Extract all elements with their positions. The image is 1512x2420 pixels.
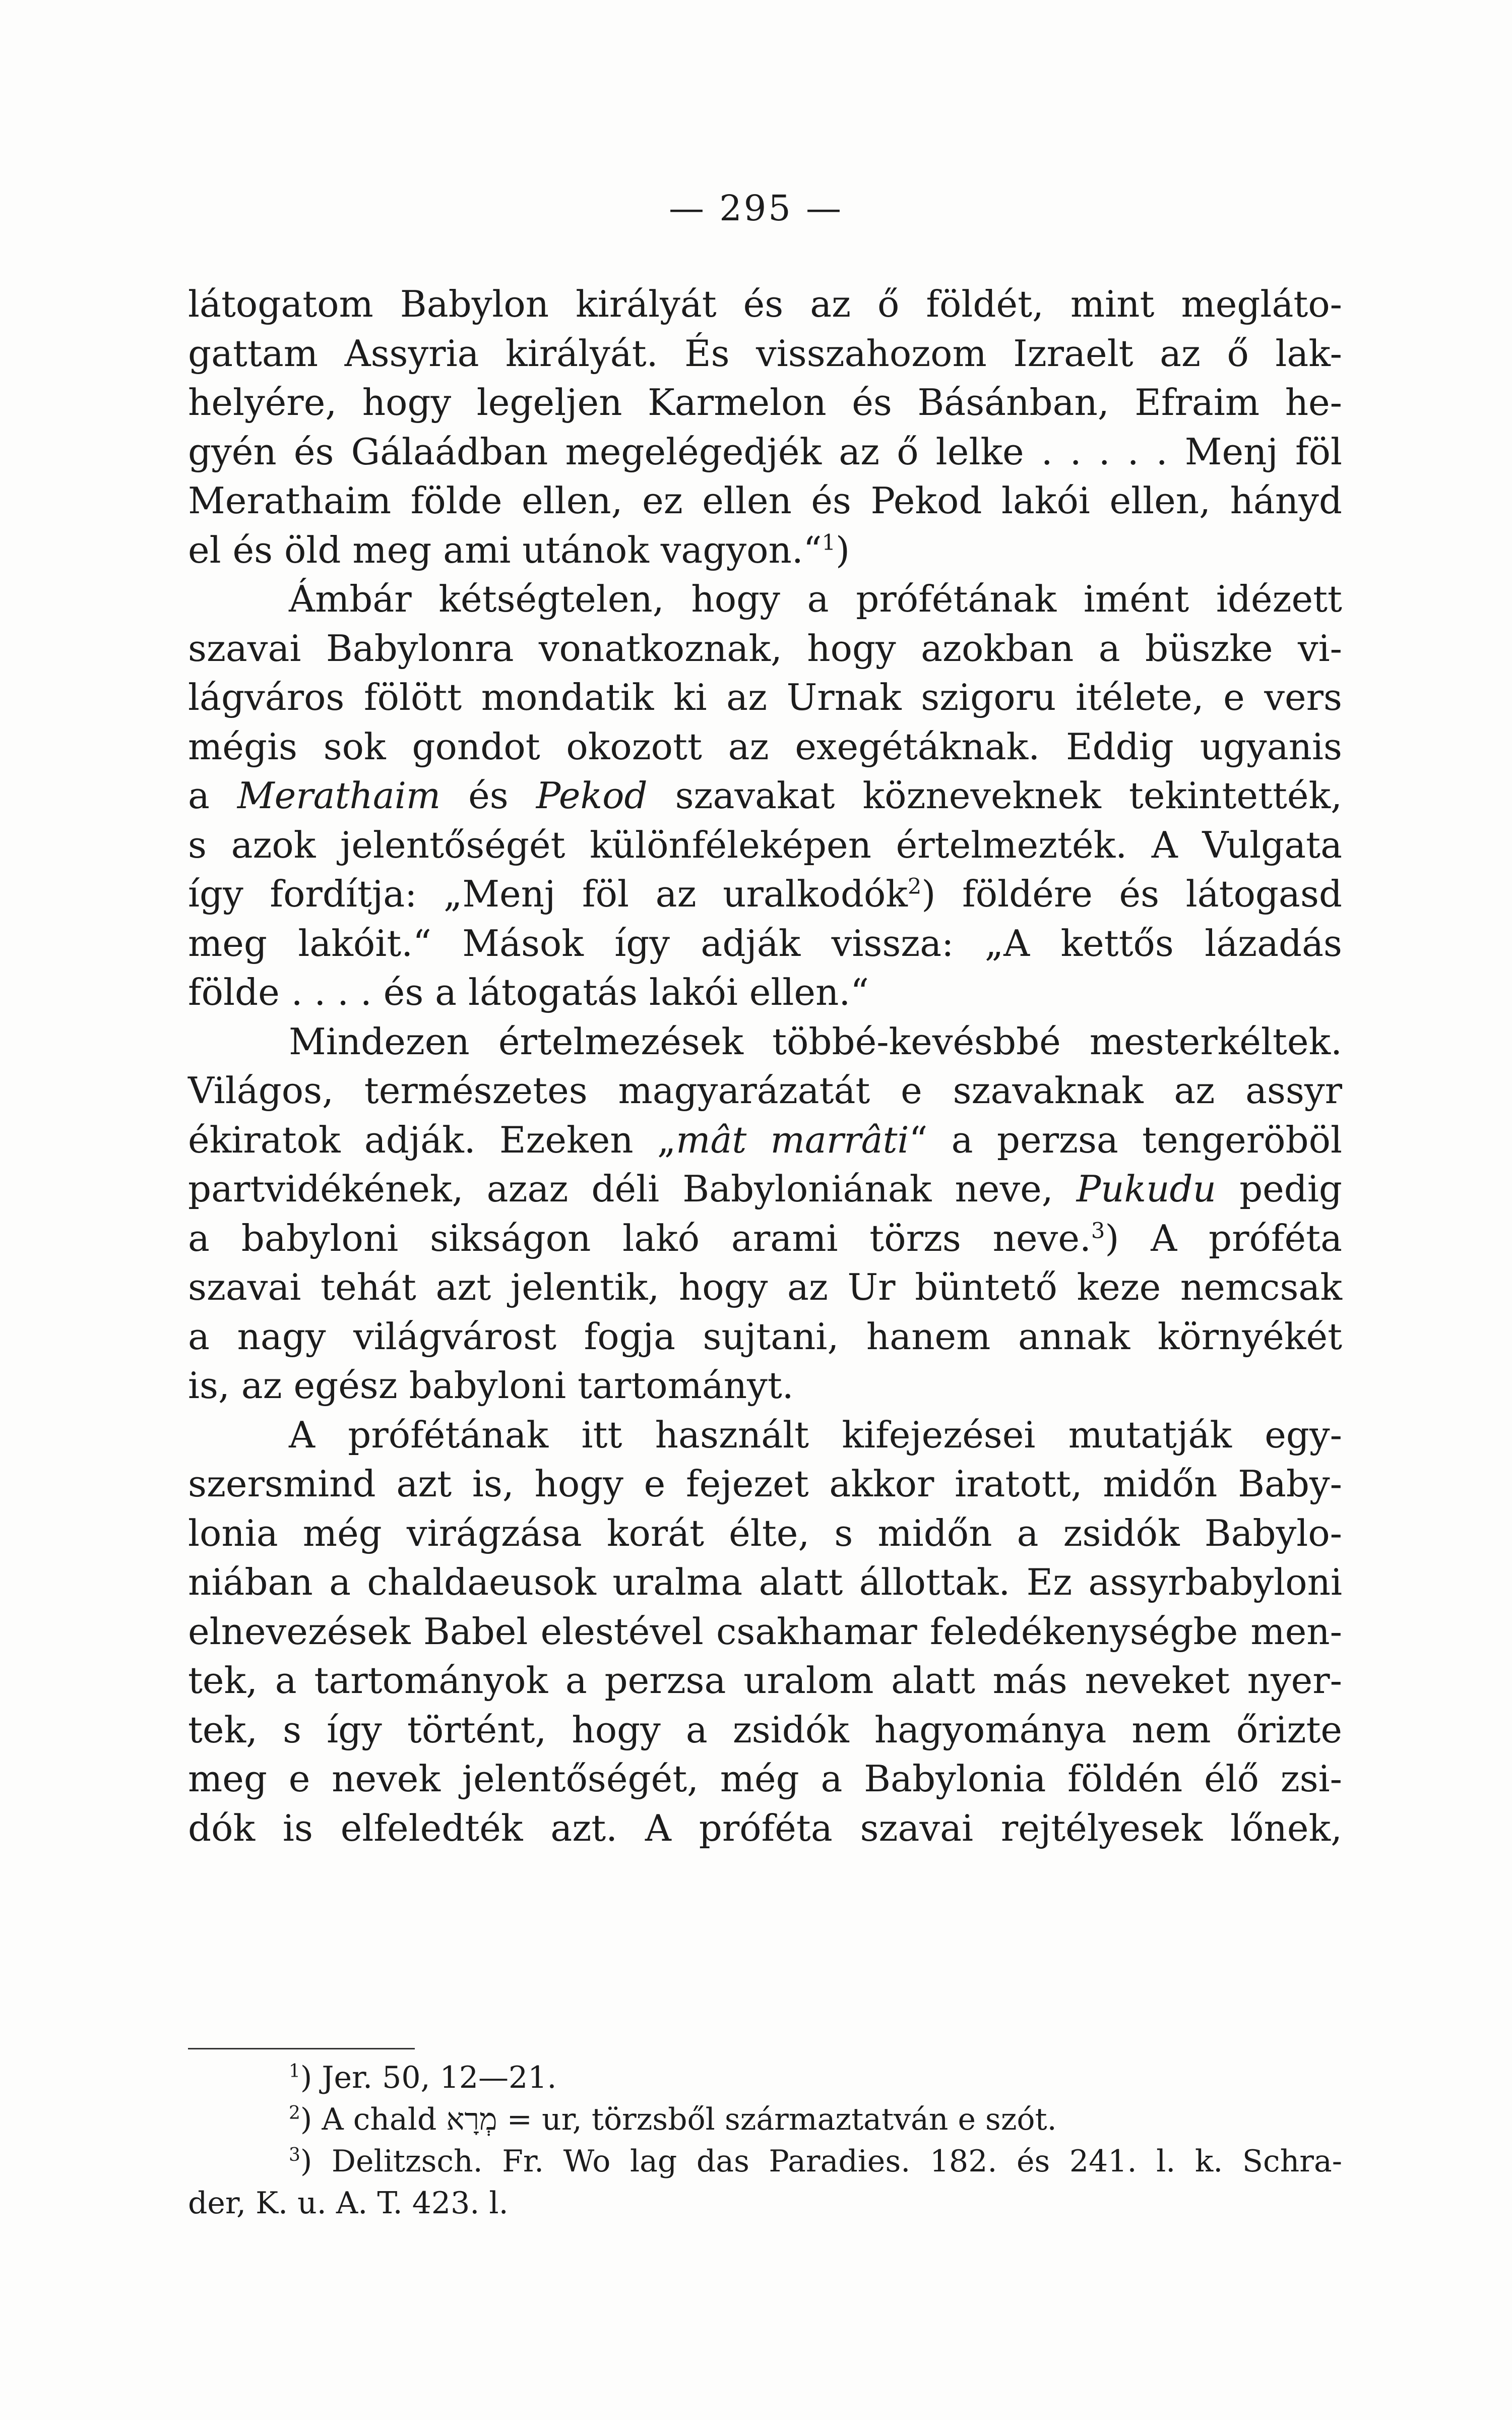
text-line xyxy=(188,1165,1342,1214)
italic-term: mât marrâti xyxy=(676,1118,909,1161)
line-text: ékiratok adják. Ezeken „ xyxy=(188,1118,676,1161)
text-line: mégis sok gondot okozott az exegétáknak. Eddig ugyanis xyxy=(188,725,1342,768)
text-line: szavai tehát azt jelentik, hogy az Ur büntető keze nemcsak xyxy=(188,1266,1342,1308)
text-line: lágváros fölött mondatik ki az Urnak szigoru itélete, e vers xyxy=(188,676,1342,718)
text-line: elnevezések Babel elestével csakhamar feledékenységbe men- xyxy=(188,1610,1342,1653)
text-line: dók is elfeledték azt. A próféta szavai rejtélyesek lőnek, xyxy=(188,1806,1342,1849)
line-text: a xyxy=(188,774,237,817)
line-text: partvidékének, azaz déli Babyloniának neve, xyxy=(188,1168,1077,1210)
footnotes xyxy=(188,2057,1342,2224)
footnote-mark: 2 xyxy=(289,2103,300,2124)
paragraph-start: Mindezen értelmezések többé-kevésbbé mesterkéltek. xyxy=(289,1020,1342,1063)
text-line: lonia még virágzása korát élte, s midőn a zsidók Babylo- xyxy=(188,1511,1342,1554)
italic-term: Pukudu xyxy=(1076,1168,1217,1210)
line-text: szavakat közneveknek tekintették, xyxy=(647,774,1342,817)
line-text: ) A próféta xyxy=(1105,1217,1342,1259)
footnote xyxy=(188,2099,1342,2141)
footnote-text: ) A chald xyxy=(300,2102,447,2137)
text-line: Világos, természetes magyarázatát e szavaknak az assyr xyxy=(188,1069,1342,1112)
hebrew-word: מְרָא xyxy=(446,2102,497,2137)
footnote-text: = ur, törzsből származtatván e szót. xyxy=(497,2102,1057,2137)
line-text: el és öld meg ami utánok vagyon.“ xyxy=(188,528,822,571)
footnote-divider xyxy=(188,2048,415,2049)
text-line: tek, a tartományok a perzsa uralom alatt más neveket nyer- xyxy=(188,1659,1342,1702)
line-text: és xyxy=(440,774,536,817)
footnote-ref: 3 xyxy=(1091,1218,1105,1244)
text-line: is, az egész babyloni tartományt. xyxy=(188,1364,794,1407)
text-line: tek, s így történt, hogy a zsidók hagyománya nem őrizte xyxy=(188,1708,1342,1751)
text-line xyxy=(188,870,1342,919)
text-line: niában a chaldaeusok uralma alatt állottak. Ez assyrbabyloni xyxy=(188,1561,1342,1603)
text-line: el és öld meg ami utánok vagyon.“$^1$) xyxy=(188,528,850,571)
text-line: látogatom Babylon királyát és az ő földét, mint meglátо- xyxy=(188,283,1342,325)
line-text: “ a perzsa tengeröböl xyxy=(909,1118,1342,1161)
text-line: a nagy világvárost fogja sujtani, hanem annak környékét xyxy=(188,1315,1342,1358)
paragraph-start: Ámbár kétségtelen, hogy a prófétának imént idézett xyxy=(289,578,1342,620)
text-line: szavai Babylonra vonatkoznak, hogy azokban a büszke vi- xyxy=(188,627,1342,670)
text-line: Merathaim földe ellen, ez ellen és Pekod lakói ellen, hányd xyxy=(188,479,1342,522)
text-line: meg e nevek jelentőségét, még a Babylonia földén élő zsi- xyxy=(188,1758,1342,1800)
footnote-text: ) Jer. 50, 12—21. xyxy=(300,2060,557,2095)
text-line: gattam Assyria királyát. És visszahozom Izraelt az ő lak- xyxy=(188,332,1342,375)
text-line xyxy=(188,771,1342,821)
text-line: meg lakóit.“ Mások így adják vissza: „A kettős lázadás xyxy=(188,922,1342,964)
text-line xyxy=(188,1214,1342,1263)
italic-term: Pekod xyxy=(536,774,648,817)
footnote xyxy=(188,2141,1342,2183)
line-text: a babyloni sikságon lakó arami törzs neve. xyxy=(188,1217,1091,1259)
line-text: így fordítja: „Menj föl az uralkodók xyxy=(188,873,908,915)
body-text xyxy=(188,280,1342,1853)
text-line xyxy=(188,1116,1342,1165)
text-line: s azok jelentőségét különféleképen értelmezték. A Vulgata xyxy=(188,823,1342,866)
footnote-mark: 3 xyxy=(289,2145,300,2165)
italic-term: Merathaim xyxy=(237,774,441,817)
footnote-ref: 1 xyxy=(822,530,836,556)
footnote-mark: 1 xyxy=(289,2061,300,2082)
line-text: ) földére és látogasd xyxy=(921,873,1342,915)
footnote xyxy=(188,2057,1342,2099)
text-line: szersmind azt is, hogy e fejezet akkor iratott, midőn Baby- xyxy=(188,1463,1342,1505)
text-line: helyére, hogy legeljen Karmelon és Básánban, Efraim he- xyxy=(188,381,1342,424)
text-line: gyén és Gálaádban megelégedjék az ő lelke . . . . . Menj föl xyxy=(188,430,1342,473)
page-number: — 295 — xyxy=(668,188,844,229)
paragraph-start: A prófétának itt használt kifejezései mutatják egy- xyxy=(289,1413,1342,1456)
footnote-continuation: der, K. u. A. T. 423. l. xyxy=(188,2186,509,2221)
text-line: földe . . . . és a látogatás lakói ellen.“ xyxy=(188,971,869,1013)
footnote-text: ) Delitzsch. Fr. Wo lag das Paradies. 182. és 241. l. k. Schra- xyxy=(300,2144,1342,2179)
footnote-ref: 2 xyxy=(907,874,922,899)
line-text: pedig xyxy=(1216,1168,1342,1210)
